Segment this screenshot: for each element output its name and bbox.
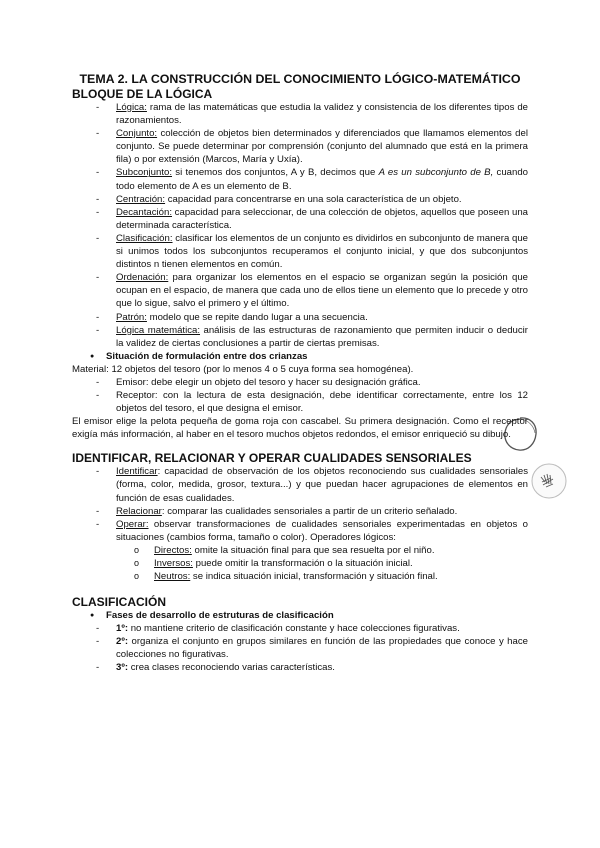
term: Directos: bbox=[154, 544, 192, 556]
term: Lógica: bbox=[116, 102, 147, 113]
definition: para organizar los elementos en el espacio se organizan según la posición que ocupan en el espacio, de manera que cada uno de ellos tiene un elemento que lo precede y otro que lo sigue, salvo el primero y el último. bbox=[116, 272, 528, 310]
definition: puede omitir la transformación o la situación inicial. bbox=[192, 558, 413, 569]
definition: capacidad para seleccionar, de una colección de objetos, aquellos que poseen una determinada característica. bbox=[116, 206, 528, 231]
definition: : capacidad de observación de los objetos reconociendo sus cualidades sensoriales (forma, color, medida, grosor, textura...) y que puedan hacer agrupaciones de elementos en función de esas cualidades. bbox=[116, 466, 528, 504]
term: 3º: bbox=[116, 662, 129, 674]
list-item bbox=[72, 557, 528, 570]
term: 1º: bbox=[116, 623, 129, 635]
definition: crea clases reconociendo varias características. bbox=[128, 662, 335, 674]
list-item: - Emisor: debe elegir un objeto del tesoro y hacer su designación gráfica. bbox=[72, 376, 528, 389]
definition: se indica situación inicial, transformación y situación final. bbox=[190, 571, 438, 583]
ball-scribble-drawing bbox=[528, 460, 570, 502]
subheading-situacion: ● Situación de formulación entre dos crianzas bbox=[72, 350, 528, 363]
emisor-paragraph: El emisor elige la pelota pequeña de goma roja con cascabel. Su primera designación. Como el receptor exigía más información, al haber en el tesoro muchos objetos redondos, el emisor enriqueció su dibujo. bbox=[72, 416, 528, 441]
list-item bbox=[72, 193, 528, 206]
list-item bbox=[72, 232, 528, 271]
roles-list bbox=[72, 376, 528, 415]
page-title: TEMA 2. LA CONSTRUCCIÓN DEL CONOCIMIENTO LÓGICO-MATEMÁTICO bbox=[79, 72, 521, 86]
definition: si tenemos dos conjuntos, A y B, decimos que bbox=[172, 167, 379, 179]
definition: colección de objetos bien determinados y diferenciados que llamamos elementos del conjunto. Se puede determinar por comprensión (conjunto del alumnado que está en la primera fila) o por extensión (Marcos, María y Uxía). bbox=[116, 128, 528, 166]
term: Identificar bbox=[116, 466, 158, 478]
list-item bbox=[72, 570, 528, 583]
list-item bbox=[72, 206, 528, 232]
term: Lógica matemática: bbox=[116, 324, 201, 336]
definition: rama de las matemáticas que estudia la validez y consistencia de los diferentes tipos de razonamientos. bbox=[116, 102, 528, 127]
list-item bbox=[72, 622, 528, 635]
section-heading-logica: BLOQUE DE LA LÓGICA bbox=[72, 87, 213, 101]
list-item bbox=[72, 166, 528, 192]
term: Operar: bbox=[116, 518, 149, 530]
term: Patrón: bbox=[116, 311, 147, 323]
fases-list bbox=[72, 622, 528, 674]
definition-end: cuando todo elemento de A es un elemento de B. bbox=[116, 167, 528, 192]
definition: clasificar los elementos de un conjunto es dividirlos en subconjunto de manera que si unimos todos los subconjuntos recuperamos el conjunto inicial, y que dos subconjuntos distintos n tienen elementos en común. bbox=[116, 232, 528, 271]
list-item bbox=[72, 324, 528, 350]
list-item bbox=[72, 635, 528, 661]
section-heading-clasificacion: CLASIFICACIÓN bbox=[72, 595, 166, 610]
list-item bbox=[72, 505, 528, 518]
term: 2º: bbox=[116, 636, 129, 648]
term: Conjunto: bbox=[116, 128, 158, 140]
list-item: - Receptor: con la lectura de esta designación, debe identificar correctamente, entre los 12 objetos del tesoro, el que designa el emisor. bbox=[72, 389, 528, 415]
material-line: Material: 12 objetos del tesoro (por lo menos 4 o 5 cuya forma sea homogénea). bbox=[72, 363, 414, 375]
definition: omite la situación final para que sea resuelta por el niño. bbox=[191, 544, 435, 556]
subheading-fases: ● Fases de desarrollo de estruturas de clasificación bbox=[72, 609, 528, 622]
term: Neutros: bbox=[154, 571, 191, 583]
term: Decantación: bbox=[116, 206, 172, 218]
term: Relacionar bbox=[116, 505, 162, 517]
term: Centración: bbox=[116, 193, 166, 205]
definition: modelo que se repite dando lugar a una secuencia. bbox=[146, 311, 368, 323]
list-item bbox=[72, 544, 528, 557]
list-item bbox=[72, 465, 528, 504]
definition: : comparar las cualidades sensoriales a partir de un criterio señalado. bbox=[161, 505, 458, 517]
list-item bbox=[72, 101, 528, 127]
term: Subconjunto: bbox=[116, 167, 173, 179]
section-heading-cualidades: IDENTIFICAR, RELACIONAR Y OPERAR CUALIDADES SENSORIALES bbox=[72, 451, 472, 466]
term: Clasificación: bbox=[116, 232, 173, 244]
definition: capacidad para concentrarse en una sola característica de un objeto. bbox=[165, 193, 462, 205]
list-item bbox=[72, 271, 528, 310]
list-item bbox=[72, 518, 528, 544]
document-page bbox=[72, 72, 528, 675]
list-item bbox=[72, 311, 528, 324]
definition: no mantiene criterio de clasificación constante y hace colecciones figurativas. bbox=[128, 623, 460, 635]
definitions-list bbox=[72, 101, 528, 350]
definition: organiza el conjunto en grupos similares en función de las propiedades que conoce y hace colecciones no figurativas. bbox=[116, 636, 528, 661]
operadores-list bbox=[72, 544, 528, 583]
definition-italic: A es un subconjunto de B, bbox=[378, 167, 494, 179]
definition: análisis de las estructuras de razonamiento que permiten inducir o deducir la validez de ciertas conclusiones a partir de ciertas premisas. bbox=[116, 324, 528, 349]
list-item bbox=[72, 127, 528, 166]
term: Ordenación: bbox=[116, 272, 169, 284]
term: Inversos: bbox=[154, 558, 193, 569]
definition: observar transformaciones de cualidades sensoriales experimentadas en objetos o situaciones (cambios forma, tamaño o color). Operadores lógicos: bbox=[116, 518, 528, 543]
list-item bbox=[72, 661, 528, 674]
cualidades-list bbox=[72, 465, 528, 544]
